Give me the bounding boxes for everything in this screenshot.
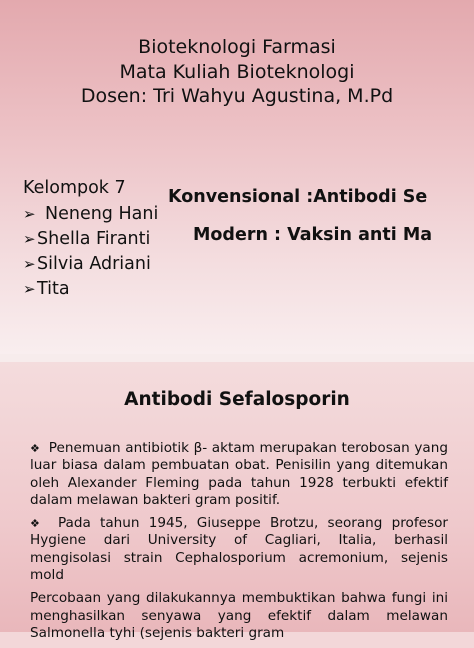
arrow-bullet-icon: ➢ <box>23 280 36 298</box>
bullet-list <box>30 440 448 648</box>
method-conventional: Konvensional :Antibodi Se <box>168 187 428 207</box>
arrow-bullet-icon: ➢ <box>23 230 36 248</box>
member-name: Shella Firanti <box>37 229 151 249</box>
list-item <box>23 228 163 250</box>
slide-divider <box>0 354 474 362</box>
arrow-bullet-icon: ➢ <box>23 255 36 273</box>
list-item <box>23 203 163 225</box>
member-name: Tita <box>37 279 70 299</box>
group-list <box>23 177 163 303</box>
diamond-bullet-icon: ❖ <box>30 517 45 531</box>
slide-content <box>0 362 474 641</box>
slide-heading: Antibodi Sefalosporin <box>124 389 350 410</box>
bullet-text: Penemuan antibiotik β- aktam merupakan terobosan yang luar biasa dalam pembuatan obat. Penisilin yang ditemukan oleh Alexander Fleming pada tahun 1928 terbukti efektif dalam melawan bakteri gram positif. <box>30 440 448 508</box>
list-item <box>23 253 163 275</box>
method-modern: Modern : Vaksin anti Ma <box>193 225 433 245</box>
title-block <box>0 35 474 109</box>
member-name: Neneng Hani <box>45 204 159 224</box>
list-item <box>23 278 163 300</box>
arrow-bullet-icon: ➢ <box>23 205 36 223</box>
bullet-text: Pada tahun 1945, Giuseppe Brotzu, seorang profesor Hygiene dari University of Cagliari, Italia, berhasil mengisolasi strain Cephalosporium acremonium, sejenis mold <box>30 515 448 584</box>
methods-block <box>168 186 474 246</box>
diamond-bullet-icon: ❖ <box>30 442 41 455</box>
member-name: Silvia Adriani <box>37 254 151 274</box>
list-item <box>30 515 448 584</box>
course-subtitle: Mata Kuliah Bioteknologi <box>119 60 355 83</box>
group-title: Kelompok 7 <box>23 178 126 198</box>
course-title: Bioteknologi Farmasi <box>138 36 336 58</box>
list-item <box>30 590 448 642</box>
bullet-text: Percobaan yang dilakukannya membuktikan bahwa fungi ini menghasilkan senyawa yang efektif dalam melawan Salmonella tyhi (sejenis bakteri gram <box>30 590 448 641</box>
lecturer-line: Dosen: Tri Wahyu Agustina, M.Pd <box>80 85 394 107</box>
list-item <box>30 440 448 509</box>
